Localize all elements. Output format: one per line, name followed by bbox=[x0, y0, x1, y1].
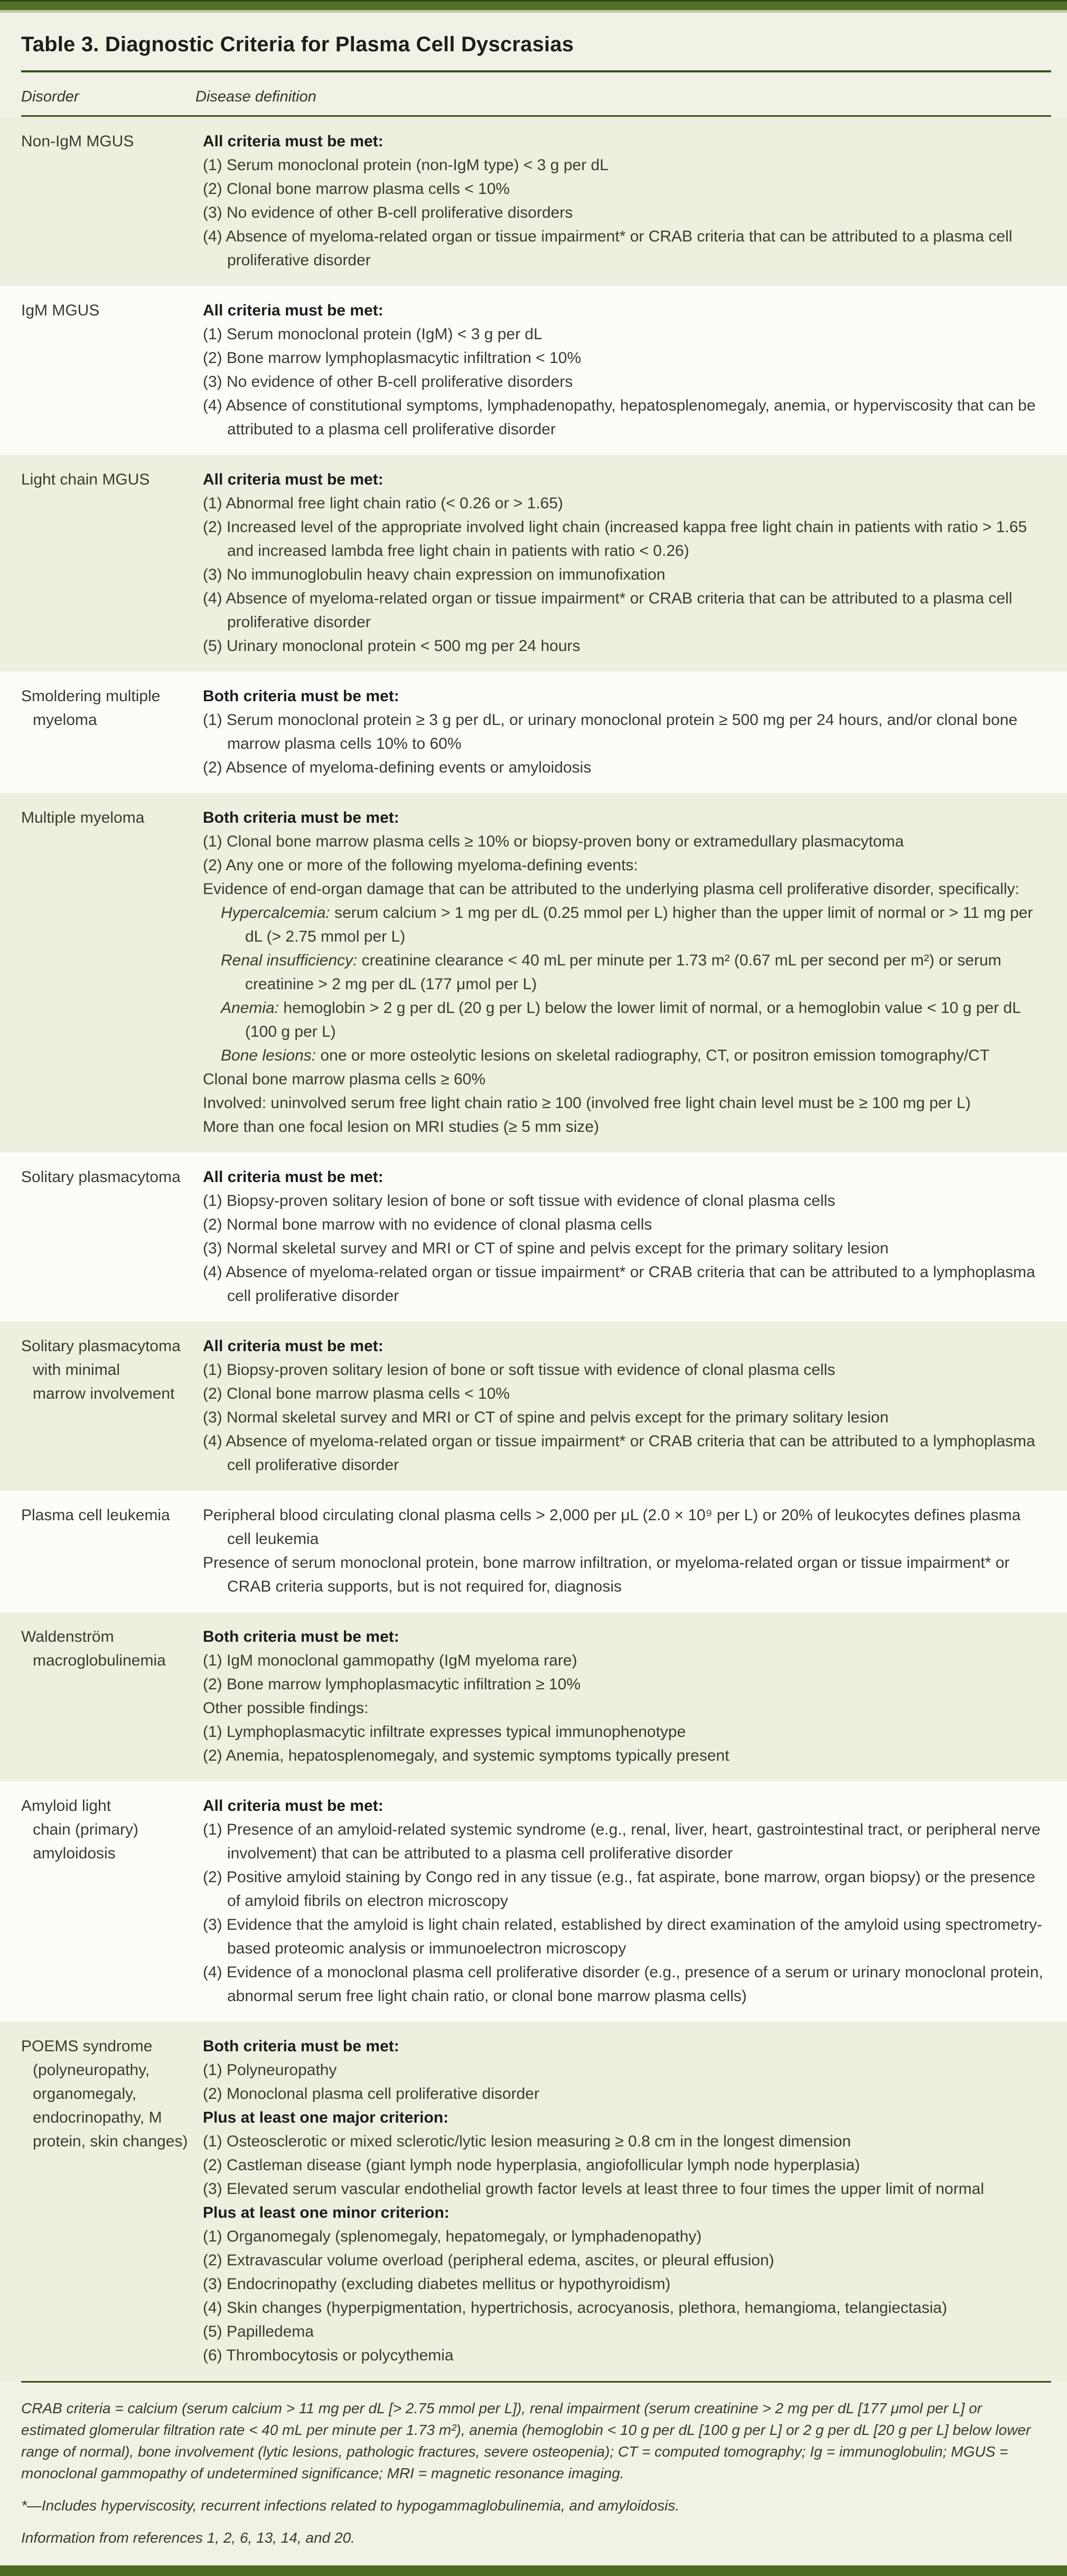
disorder-name-line: Waldenström bbox=[21, 1628, 114, 1645]
criterion-lead-term: Bone lesions: bbox=[221, 1047, 316, 1064]
disorder-cell bbox=[21, 468, 203, 658]
criteria-heading: Both criteria must be met: bbox=[203, 2038, 399, 2055]
disorder-cell bbox=[21, 1794, 203, 2008]
criterion-line: (3) Endocrinopathy (excluding diabetes mellitus or hypothyroidism) bbox=[203, 2275, 671, 2293]
disorder-name-line: POEMS syndrome bbox=[21, 2038, 153, 2055]
disorder-name-line: endocrinopathy, M bbox=[33, 2109, 162, 2126]
table-row bbox=[0, 2022, 1067, 2381]
criterion-line: (2) Anemia, hepatosplenomegaly, and systemic symptoms typically present bbox=[203, 1747, 729, 1764]
table-row bbox=[0, 1612, 1067, 1781]
disorder-name-line: marrow involvement bbox=[33, 1385, 175, 1402]
criterion-line: (3) Normal skeletal survey and MRI or CT of spine and pelvis except for the primary solitary lesion bbox=[203, 1409, 889, 1426]
criterion-line: (1) Serum monoclonal protein (IgM) < 3 g per dL bbox=[203, 326, 542, 343]
criteria-heading: All criteria must be met: bbox=[203, 471, 383, 488]
definition-cell bbox=[203, 129, 1046, 272]
disorder-name-line: (polyneuropathy, bbox=[33, 2061, 150, 2079]
definition-cell bbox=[203, 806, 1046, 1139]
criterion-line: (4) Absence of myeloma-related organ or tissue impairment* or CRAB criteria that can be attributed to a lymphoplasma cell proliferative disorder bbox=[203, 1263, 1035, 1305]
disorder-name-line: myeloma bbox=[33, 711, 97, 729]
definition-cell bbox=[203, 684, 1046, 779]
criteria-heading: Plus at least one minor criterion: bbox=[203, 2204, 450, 2221]
definition-cell bbox=[203, 468, 1046, 658]
criterion-line: (1) Clonal bone marrow plasma cells ≥ 10% or biopsy-proven bony or extramedullary plasmacytoma bbox=[203, 833, 904, 850]
disorder-name-line: protein, skin changes) bbox=[33, 2133, 188, 2150]
criterion-line: (6) Thrombocytosis or polycythemia bbox=[203, 2347, 454, 2364]
criterion-line: Renal insufficiency: creatinine clearance < 40 mL per minute per 1.73 m² (0.67 mL per second per m²) or serum creatinine > 2 mg per dL (177 μmol per L) bbox=[221, 952, 1002, 993]
criterion-line: (4) Evidence of a monoclonal plasma cell proliferative disorder (e.g., presence of a serum or urinary monoclonal protein, abnormal serum free light chain ratio, or clonal bone marrow plasma cells) bbox=[203, 1964, 1043, 2005]
criterion-line: Involved: uninvolved serum free light chain ratio ≥ 100 (involved free light chain level must be ≥ 100 mg per L) bbox=[203, 1094, 971, 1112]
disorder-name-line: Amyloid light bbox=[21, 1797, 111, 1815]
criterion-line: (2) Bone marrow lymphoplasmacytic infiltration ≥ 10% bbox=[203, 1676, 581, 1693]
definition-cell bbox=[203, 1334, 1046, 1477]
criterion-line: (5) Papilledema bbox=[203, 2323, 314, 2340]
table-row bbox=[0, 286, 1067, 455]
criterion-line: (2) Bone marrow lymphoplasmacytic infiltration < 10% bbox=[203, 349, 582, 367]
criterion-lead-term: Hypercalcemia: bbox=[221, 904, 330, 922]
disorder-name-line: chain (primary) bbox=[33, 1821, 139, 1838]
criterion-line: (4) Absence of myeloma-related organ or tissue impairment* or CRAB criteria that can be attributed to a lymphoplasma cell proliferative disorder bbox=[203, 1433, 1035, 1474]
disorder-name-line: Plasma cell leukemia bbox=[21, 1506, 170, 1524]
disorder-name-line: Smoldering multiple bbox=[21, 687, 161, 705]
criterion-line: (4) Absence of constitutional symptoms, lymphadenopathy, hepatosplenomegaly, anemia, or hyperviscosity that can be attributed to a plasma cell proliferative disorder bbox=[203, 397, 1036, 438]
criterion-line: (3) Elevated serum vascular endothelial growth factor levels at least three to four times the upper limit of normal bbox=[203, 2180, 985, 2198]
criteria-heading: Plus at least one major criterion: bbox=[203, 2109, 449, 2126]
table-row bbox=[0, 793, 1067, 1152]
criterion-line: (4) Absence of myeloma-related organ or tissue impairment* or CRAB criteria that can be attributed to a plasma cell proliferative disorder bbox=[203, 228, 1013, 269]
definition-cell bbox=[203, 2034, 1046, 2367]
criterion-line: (1) Polyneuropathy bbox=[203, 2061, 337, 2079]
criterion-line: (1) Osteosclerotic or mixed sclerotic/lytic lesion measuring ≥ 0.8 cm in the longest dimension bbox=[203, 2133, 851, 2150]
criterion-line: (3) Evidence that the amyloid is light chain related, established by direct examination of the amyloid using spectrometry-based proteomic analysis or immunoelectron microscopy bbox=[203, 1916, 1043, 1957]
criterion-line: Presence of serum monoclonal protein, bone marrow infiltration, or myeloma-related organ or tissue impairment* or CRAB criteria supports, but is not required for, diagnosis bbox=[203, 1554, 1010, 1595]
disorder-name-line: Multiple myeloma bbox=[21, 809, 145, 826]
criterion-line: (2) Increased level of the appropriate involved light chain (increased kappa free light chain in patients with ratio > 1.65 and increased lambda free light chain in patients with ratio < 0.26) bbox=[203, 518, 1027, 560]
criterion-line: (1) Serum monoclonal protein (non-IgM type) < 3 g per dL bbox=[203, 156, 609, 174]
footnote-block bbox=[0, 2383, 1067, 2565]
criterion-line: (5) Urinary monoclonal protein < 500 mg per 24 hours bbox=[203, 637, 581, 655]
criterion-line: (2) Extravascular volume overload (peripheral edema, ascites, or pleural effusion) bbox=[203, 2252, 774, 2269]
footnote-asterisk: *—Includes hyperviscosity, recurrent infections related to hypogammaglobulinemia, and amyloidosis. bbox=[21, 2497, 680, 2514]
bottom-accent-bar bbox=[0, 2565, 1067, 2576]
criterion-line: Bone lesions: one or more osteolytic lesions on skeletal radiography, CT, or positron emission tomography/CT bbox=[221, 1047, 990, 1064]
criterion-line: (2) Absence of myeloma-defining events or amyloidosis bbox=[203, 759, 592, 776]
definition-cell bbox=[203, 1794, 1046, 2008]
disorder-cell bbox=[21, 129, 203, 272]
criterion-line: (1) Abnormal free light chain ratio (< 0.26 or > 1.65) bbox=[203, 495, 564, 512]
criterion-line: (4) Absence of myeloma-related organ or tissue impairment* or CRAB criteria that can be attributed to a plasma cell proliferative disorder bbox=[203, 590, 1013, 631]
criterion-line: (2) Normal bone marrow with no evidence of clonal plasma cells bbox=[203, 1216, 652, 1233]
disorder-name-line: amyloidosis bbox=[33, 1845, 116, 1862]
criterion-line: (1) Serum monoclonal protein ≥ 3 g per dL, or urinary monoclonal protein ≥ 500 mg per 24 hours, and/or clonal bone marrow plasma cells 10% to 60% bbox=[203, 711, 1018, 752]
disorder-cell bbox=[21, 806, 203, 1139]
criteria-heading: Both criteria must be met: bbox=[203, 1628, 399, 1645]
disorder-cell bbox=[21, 1334, 203, 1477]
disorder-name-line: Non-IgM MGUS bbox=[21, 133, 134, 150]
disorder-cell bbox=[21, 684, 203, 779]
criterion-line: (3) Normal skeletal survey and MRI or CT of spine and pelvis except for the primary solitary lesion bbox=[203, 1240, 889, 1257]
table-row bbox=[0, 672, 1067, 793]
table-row bbox=[0, 1491, 1067, 1612]
definition-cell bbox=[203, 1165, 1046, 1308]
column-header-disease-definition: Disease definition bbox=[195, 88, 316, 105]
table-row bbox=[0, 1322, 1067, 1491]
criterion-line: Evidence of end-organ damage that can be attributed to the underlying plasma cell proliferative disorder, specifically: bbox=[203, 880, 1019, 898]
criterion-line: (2) Clonal bone marrow plasma cells < 10% bbox=[203, 180, 510, 198]
definition-cell bbox=[203, 1625, 1046, 1768]
criterion-line: (1) Organomegaly (splenomegaly, hepatomegaly, or lymphadenopathy) bbox=[203, 2228, 702, 2245]
criterion-line: (1) Lymphoplasmacytic infiltrate expresses typical immunophenotype bbox=[203, 1723, 686, 1741]
criterion-line: Other possible findings: bbox=[203, 1699, 369, 1717]
criterion-line: (2) Castleman disease (giant lymph node hyperplasia, angiofollicular lymph node hyperplasia) bbox=[203, 2156, 860, 2174]
criterion-line: (1) Biopsy-proven solitary lesion of bone or soft tissue with evidence of clonal plasma cells bbox=[203, 1361, 836, 1379]
criterion-line: (2) Positive amyloid staining by Congo red in any tissue (e.g., fat aspirate, bone marrow, organ biopsy) or the presence of amyloid fibrils on electron microscopy bbox=[203, 1868, 1035, 1910]
disorder-cell bbox=[21, 1625, 203, 1768]
criterion-line: (2) Monoclonal plasma cell proliferative disorder bbox=[203, 2085, 539, 2103]
disorder-cell bbox=[21, 299, 203, 441]
criterion-line: Peripheral blood circulating clonal plasma cells > 2,000 per μL (2.0 × 10⁹ per L) or 20% of leukocytes defines plasma cell leukemia bbox=[203, 1506, 1021, 1548]
criterion-line: (2) Any one or more of the following myeloma-defining events: bbox=[203, 857, 638, 874]
column-header-row bbox=[0, 72, 1067, 115]
disorder-name-line: macroglobulinemia bbox=[33, 1652, 166, 1669]
disorder-name-line: organomegaly, bbox=[33, 2085, 137, 2103]
criteria-heading: All criteria must be met: bbox=[203, 133, 383, 150]
disorder-name-line: Light chain MGUS bbox=[21, 471, 150, 488]
criterion-line: (1) Presence of an amyloid-related systemic syndrome (e.g., renal, liver, heart, gastrointestinal tract, or peripheral nerve involvement) that can be attributed to a plasma cell proliferative disorder bbox=[203, 1821, 1041, 1862]
criterion-line: (3) No immunoglobulin heavy chain expression on immunofixation bbox=[203, 566, 666, 583]
criterion-line: (4) Skin changes (hyperpigmentation, hypertrichosis, acrocyanosis, plethora, hemangioma, telangiectasia) bbox=[203, 2299, 948, 2317]
definition-cell bbox=[203, 299, 1046, 441]
definition-cell bbox=[203, 1503, 1046, 1598]
criterion-line: (1) Biopsy-proven solitary lesion of bone or soft tissue with evidence of clonal plasma cells bbox=[203, 1192, 836, 1210]
criterion-lead-term: Anemia: bbox=[221, 999, 279, 1017]
footnote-references: Information from references 1, 2, 6, 13, 14, and 20. bbox=[21, 2529, 355, 2546]
criterion-line: Anemia: hemoglobin > 2 g per dL (20 g per L) below the lower limit of normal, or a hemoglobin value < 10 g per dL (100 g per L) bbox=[221, 999, 1021, 1040]
criterion-line: (3) No evidence of other B-cell proliferative disorders bbox=[203, 204, 573, 221]
criteria-heading: All criteria must be met: bbox=[203, 302, 383, 319]
footnote-crab-definitions: CRAB criteria = calcium (serum calcium > 11 mg per dL [> 2.75 mmol per L]), renal impairment (serum creatinine > 2 mg per dL [177 μmol per L] or estimated glomerular filtration rate < 40 mL per minute per 1.73 m²), anemia (hemoglobin < 10 g per dL [100 g per L] or 2 g per dL [20 g per L] below lower range of normal), bone involvement (lytic lesions, pathologic fractures, severe osteopenia); CT = computed tomography; Ig = immunoglobulin; MGUS = monoclonal gammopathy of undetermined significance; MRI = magnetic resonance imaging. bbox=[21, 2400, 1031, 2481]
disorder-cell bbox=[21, 1165, 203, 1308]
criterion-line: (2) Clonal bone marrow plasma cells < 10% bbox=[203, 1385, 510, 1402]
criteria-heading: Both criteria must be met: bbox=[203, 809, 399, 826]
table-row bbox=[0, 1781, 1067, 2022]
criterion-line: More than one focal lesion on MRI studies (≥ 5 mm size) bbox=[203, 1118, 600, 1136]
table-title: Table 3. Diagnostic Criteria for Plasma Cell Dyscrasias bbox=[21, 33, 574, 56]
criteria-heading: All criteria must be met: bbox=[203, 1797, 383, 1815]
disorder-name-line: Solitary plasmacytoma bbox=[21, 1168, 181, 1186]
table-row bbox=[0, 455, 1067, 672]
top-accent-bar bbox=[0, 0, 1067, 10]
criterion-line: Hypercalcemia: serum calcium > 1 mg per dL (0.25 mmol per L) higher than the upper limit of normal or > 11 mg per dL (> 2.75 mmol per L) bbox=[221, 904, 1033, 945]
criteria-heading: All criteria must be met: bbox=[203, 1168, 383, 1186]
disorder-name-line: Solitary plasmacytoma bbox=[21, 1337, 181, 1355]
disorder-cell bbox=[21, 2034, 203, 2367]
criterion-lead-term: Renal insufficiency: bbox=[221, 952, 358, 969]
criteria-heading: All criteria must be met: bbox=[203, 1337, 383, 1355]
criterion-line: (3) No evidence of other B-cell proliferative disorders bbox=[203, 373, 573, 390]
column-header-disorder: Disorder bbox=[21, 88, 79, 105]
disorder-cell bbox=[21, 1503, 203, 1598]
table-body bbox=[0, 117, 1067, 2381]
table-row bbox=[0, 117, 1067, 286]
disorder-name-line: IgM MGUS bbox=[21, 302, 100, 319]
table-row bbox=[0, 1152, 1067, 1322]
disorder-name-line: with minimal bbox=[33, 1361, 120, 1379]
criterion-line: Clonal bone marrow plasma cells ≥ 60% bbox=[203, 1071, 486, 1088]
criterion-line: (1) IgM monoclonal gammopathy (IgM myeloma rare) bbox=[203, 1652, 577, 1669]
criteria-heading: Both criteria must be met: bbox=[203, 687, 399, 705]
